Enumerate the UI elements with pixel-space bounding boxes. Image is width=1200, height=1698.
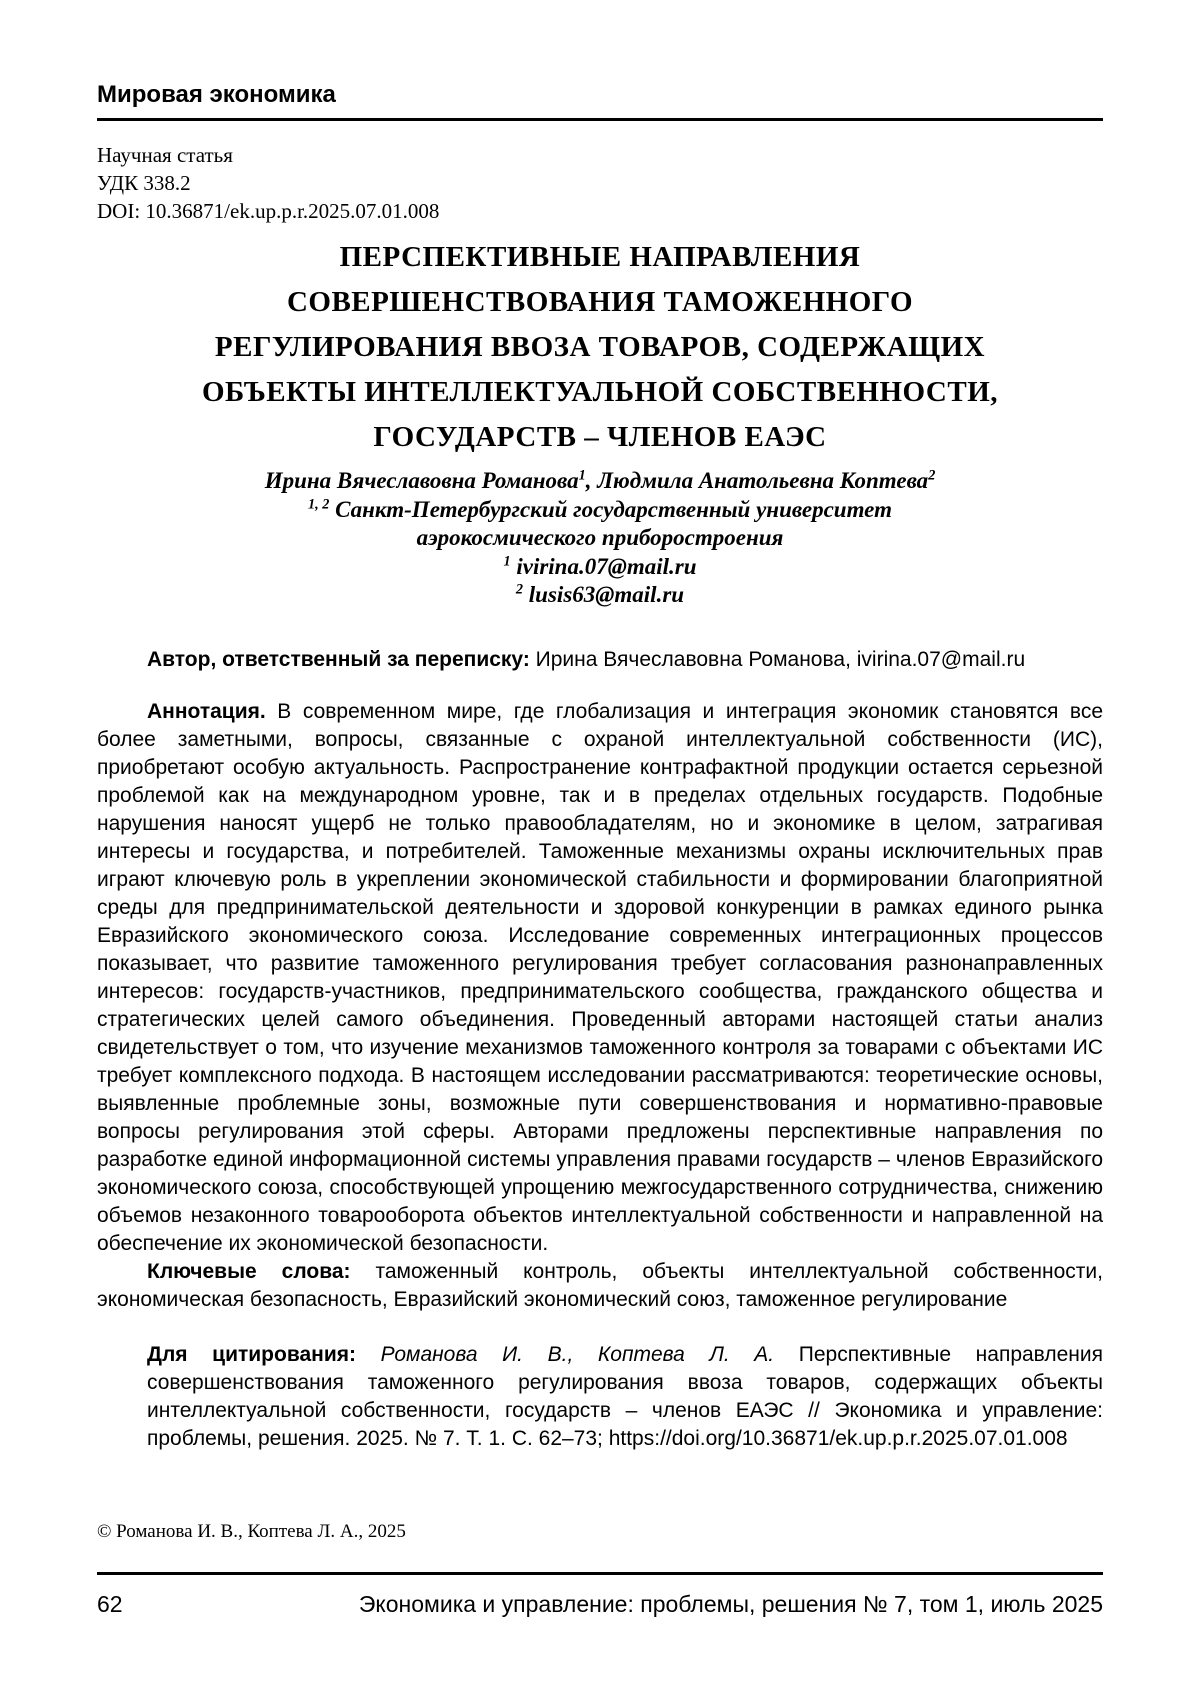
article-title <box>97 235 1103 460</box>
article-title-line: РЕГУЛИРОВАНИЯ ВВОЗА ТОВАРОВ, СОДЕРЖАЩИХ <box>214 331 986 363</box>
citation-label: Для цитирования: <box>147 1342 356 1366</box>
affiliation-line-2: аэрокосмического приборостроения <box>416 525 784 550</box>
author-separator: , <box>585 468 598 493</box>
author-2-superscript: 2 <box>928 467 936 484</box>
article-title-line: ГОСУДАРСТВ – ЧЛЕНОВ ЕАЭС <box>373 421 827 453</box>
page-footer <box>97 1591 1103 1618</box>
article-title-line: ПЕРСПЕКТИВНЫЕ НАПРАВЛЕНИЯ <box>339 241 861 273</box>
correspondence-label: Автор, ответственный за переписку: <box>147 647 530 671</box>
email-2-superscript: 2 <box>515 581 524 598</box>
author-2-name: Людмила Анатольевна Коптева <box>597 468 929 493</box>
keywords-paragraph <box>97 1258 1103 1314</box>
citation-block <box>147 1341 1103 1453</box>
abstract-paragraph <box>97 698 1103 1258</box>
correspondence-note <box>97 646 1103 674</box>
correspondence-text: Ирина Вячеславовна Романова, ivirina.07@mail.ru <box>529 647 1026 671</box>
affiliation-superscript: 1, 2 <box>308 495 330 512</box>
author-2-email-line <box>97 581 1103 610</box>
citation-authors: Романова И. В., Коптева Л. А. <box>355 1342 775 1366</box>
author-1-email-line <box>97 553 1103 582</box>
author-1-email: ivirina.07@mail.ru <box>516 553 697 579</box>
affiliation-name: Санкт-Петербургский государственный университет <box>335 496 892 522</box>
author-1-name: Ирина Вячеславовна Романова <box>264 468 579 493</box>
author-2-email: lusis63@mail.ru <box>528 582 685 607</box>
article-type-label: Научная статья <box>97 143 233 167</box>
journal-section-heading: Мировая экономика <box>97 81 336 108</box>
header-divider <box>97 118 1103 121</box>
author-1-superscript: 1 <box>578 467 586 484</box>
page-number: 62 <box>97 1591 123 1617</box>
doi-line: DOI: 10.36871/ek.up.p.r.2025.07.01.008 <box>97 199 440 223</box>
copyright-note: © Романова И. В., Коптева Л. А., 2025 <box>97 1521 406 1542</box>
keywords-label: Ключевые слова: <box>147 1259 351 1283</box>
journal-footer-title: Экономика и управление: проблемы, решения № 7, том 1, июль 2025 <box>358 1591 1103 1617</box>
abstract-label: Аннотация. <box>147 699 266 723</box>
keywords-text: таможенный контроль, объекты интеллектуальной собственности, экономическая безопасность, Евразийский экономический союз, таможенное регулирование <box>97 1259 1103 1311</box>
abstract-text: В современном мире, где глобализация и интеграция экономик становятся все более заметными, вопросы, связанные с охраной интеллектуальной собственности (ИС), приобретают особую актуальность. Распространение контрафактной продукции остается серьезной проблемой как на международном уровне, так и в пределах отдельных государств. Подобные нарушения наносят ущерб не только правообладателям, но и экономике в целом, затрагивая интересы и государства, и потребителей. Таможенные механизмы охраны исключительных прав играют ключевую роль в укреплении экономической стабильности и формировании благоприятной среды для предпринимательской деятельности и здоровой конкуренции в рамках единого рынка Евразийского экономического союза. Исследование современных интеграционных процессов показывает, что развитие таможенного регулирования требует согласования разнонаправленных интересов: государств-участников, предпринимательского сообщества, гражданского общества и стратегических целей самого объединения. Проведенный авторами настоящей статьи анализ свидетельствует о том, что изучение механизмов таможенного контроля за товарами с объектами ИС требует комплексного подхода. В настоящем исследовании рассматриваются: теоретические основы, выявленные проблемные зоны, возможные пути совершенствования и нормативно-правовые вопросы регулирования этой сферы. Авторами предложены перспективные направления по разработке единой информационной системы управления правами государств – членов Евразийского экономического союза, способствующей упрощению межгосударственного сотрудничества, снижению объемов незаконного товарооборота объектов интеллектуальной собственности и направленной на обеспечение их экономической безопасности. <box>97 699 1103 1255</box>
email-1-superscript: 1 <box>503 552 511 569</box>
udc-code: УДК 338.2 <box>97 171 191 195</box>
citation-text: Перспективные направления совершенствования таможенного регулирования ввоза товаров, содержащих объекты интеллектуальной собственности, государств – членов ЕАЭС // Экономика и управление: проблемы, решения. 2025. № 7. Т. 1. С. 62–73; https://doi.org/10.36871/ek.up.p.r.2025.07.01.008 <box>147 1342 1103 1450</box>
footer-divider <box>97 1572 1103 1575</box>
author-names-line <box>97 467 1103 496</box>
article-title-line: СОВЕРШЕНСТВОВАНИЯ ТАМОЖЕННОГО <box>286 286 914 318</box>
article-title-line: ОБЪЕКТЫ ИНТЕЛЛЕКТУАЛЬНОЙ СОБСТВЕННОСТИ, <box>201 376 999 408</box>
affiliation-line-1 <box>97 496 1103 525</box>
authors-block <box>97 467 1103 610</box>
article-meta <box>97 141 1103 225</box>
